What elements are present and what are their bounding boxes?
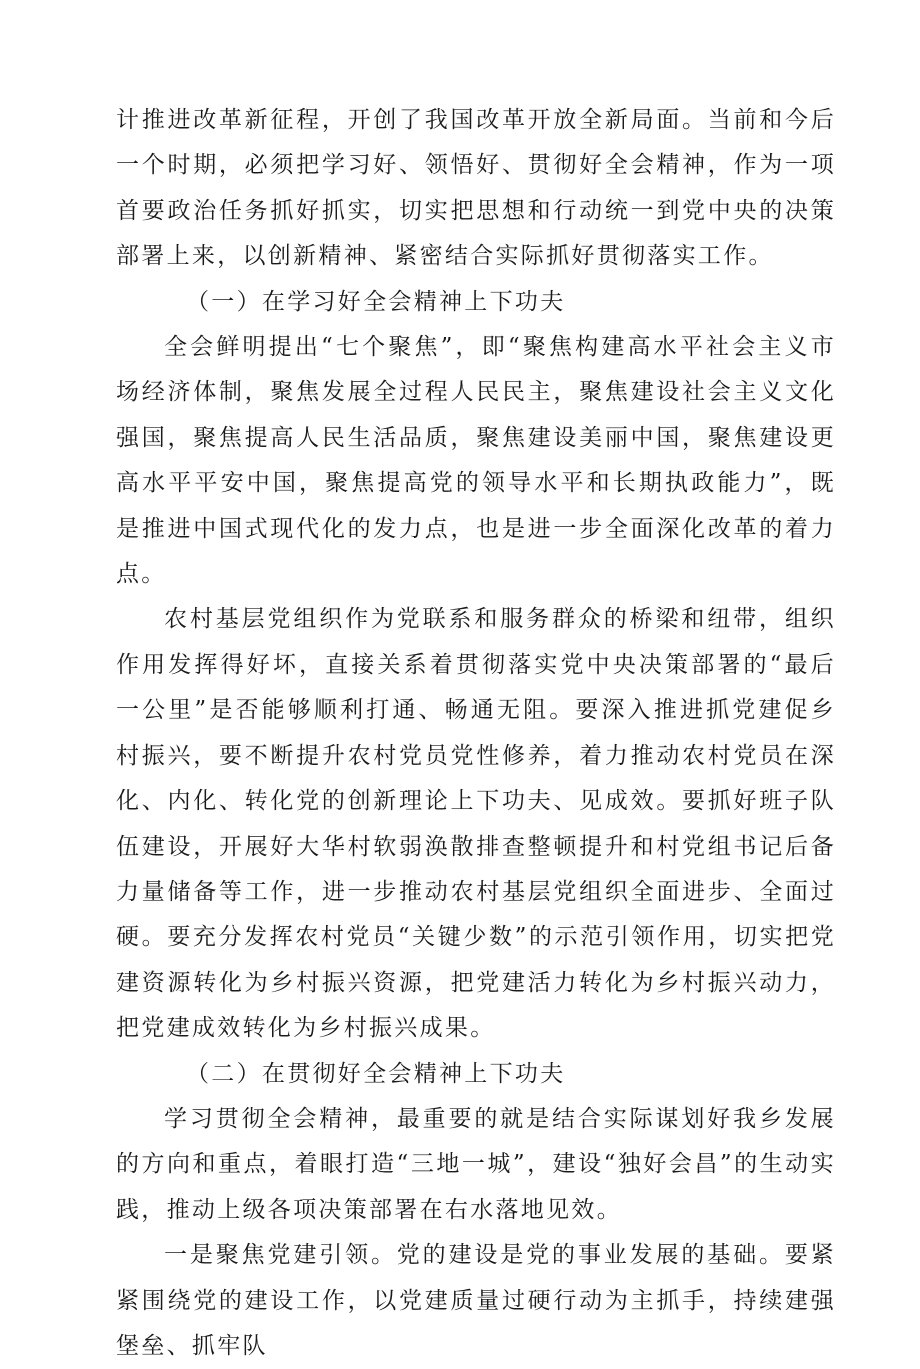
paragraph-party-building: 一是聚焦党建引领。党的建设是党的事业发展的基础。要紧紧围绕党的建设工作，以党建质量过硬行动为主抓手，持续建强堡垒、抓牢队 <box>116 1242 836 1359</box>
paragraph-continuation: 计推进改革新征程，开创了我国改革开放全新局面。当前和今后一个时期，必须把学习好、领悟好、贯彻好全会精神，作为一项首要政治任务抓好抓实，切实把思想和行动统一到党中央的决策部署上来，以创新精神、紧密结合实际抓好贯彻落实工作。 <box>116 107 836 270</box>
paragraph-implementation: 学习贯彻全会精神，最重要的就是结合实际谋划好我乡发展的方向和重点，着眼打造“三地一城”，建设“独好会昌”的生动实践，推动上级各项决策部署在右水落地见效。 <box>116 1105 836 1223</box>
section-heading-1: （一）在学习好全会精神上下功夫 <box>186 288 566 315</box>
document-body <box>116 98 836 1369</box>
paragraph-seven-focuses: 全会鲜明提出“七个聚焦”，即“聚焦构建高水平社会主义市场经济体制，聚焦发展全过程人民民主，聚焦建设社会主义文化强国，聚焦提高人民生活品质，聚焦建设美丽中国，聚焦建设更高水平平安中国，聚焦提高党的领导水平和长期执政能力”，既是推进中国式现代化的发力点，也是进一步全面深化改革的着力点。 <box>116 334 836 588</box>
section-heading-2: （二）在贯彻好全会精神上下功夫 <box>186 1060 566 1087</box>
paragraph-rural-party-organization: 农村基层党组织作为党联系和服务群众的桥梁和纽带，组织作用发挥得好坏，直接关系着贯彻落实党中央决策部署的“最后一公里”是否能够顺利打通、畅通无阻。要深入推进抓党建促乡村振兴，要不断提升农村党员党性修养，着力推动农村党员在深化、内化、转化党的创新理论上下功夫、见成效。要抓好班子队伍建设，开展好大华村软弱涣散排查整顿提升和村党组书记后备力量储备等工作，进一步推动农村基层党组织全面进步、全面过硬。要充分发挥农村党员“关键少数”的示范引领作用，切实把党建资源转化为乡村振兴资源，把党建活力转化为乡村振兴动力，把党建成效转化为乡村振兴成果。 <box>116 606 836 1042</box>
